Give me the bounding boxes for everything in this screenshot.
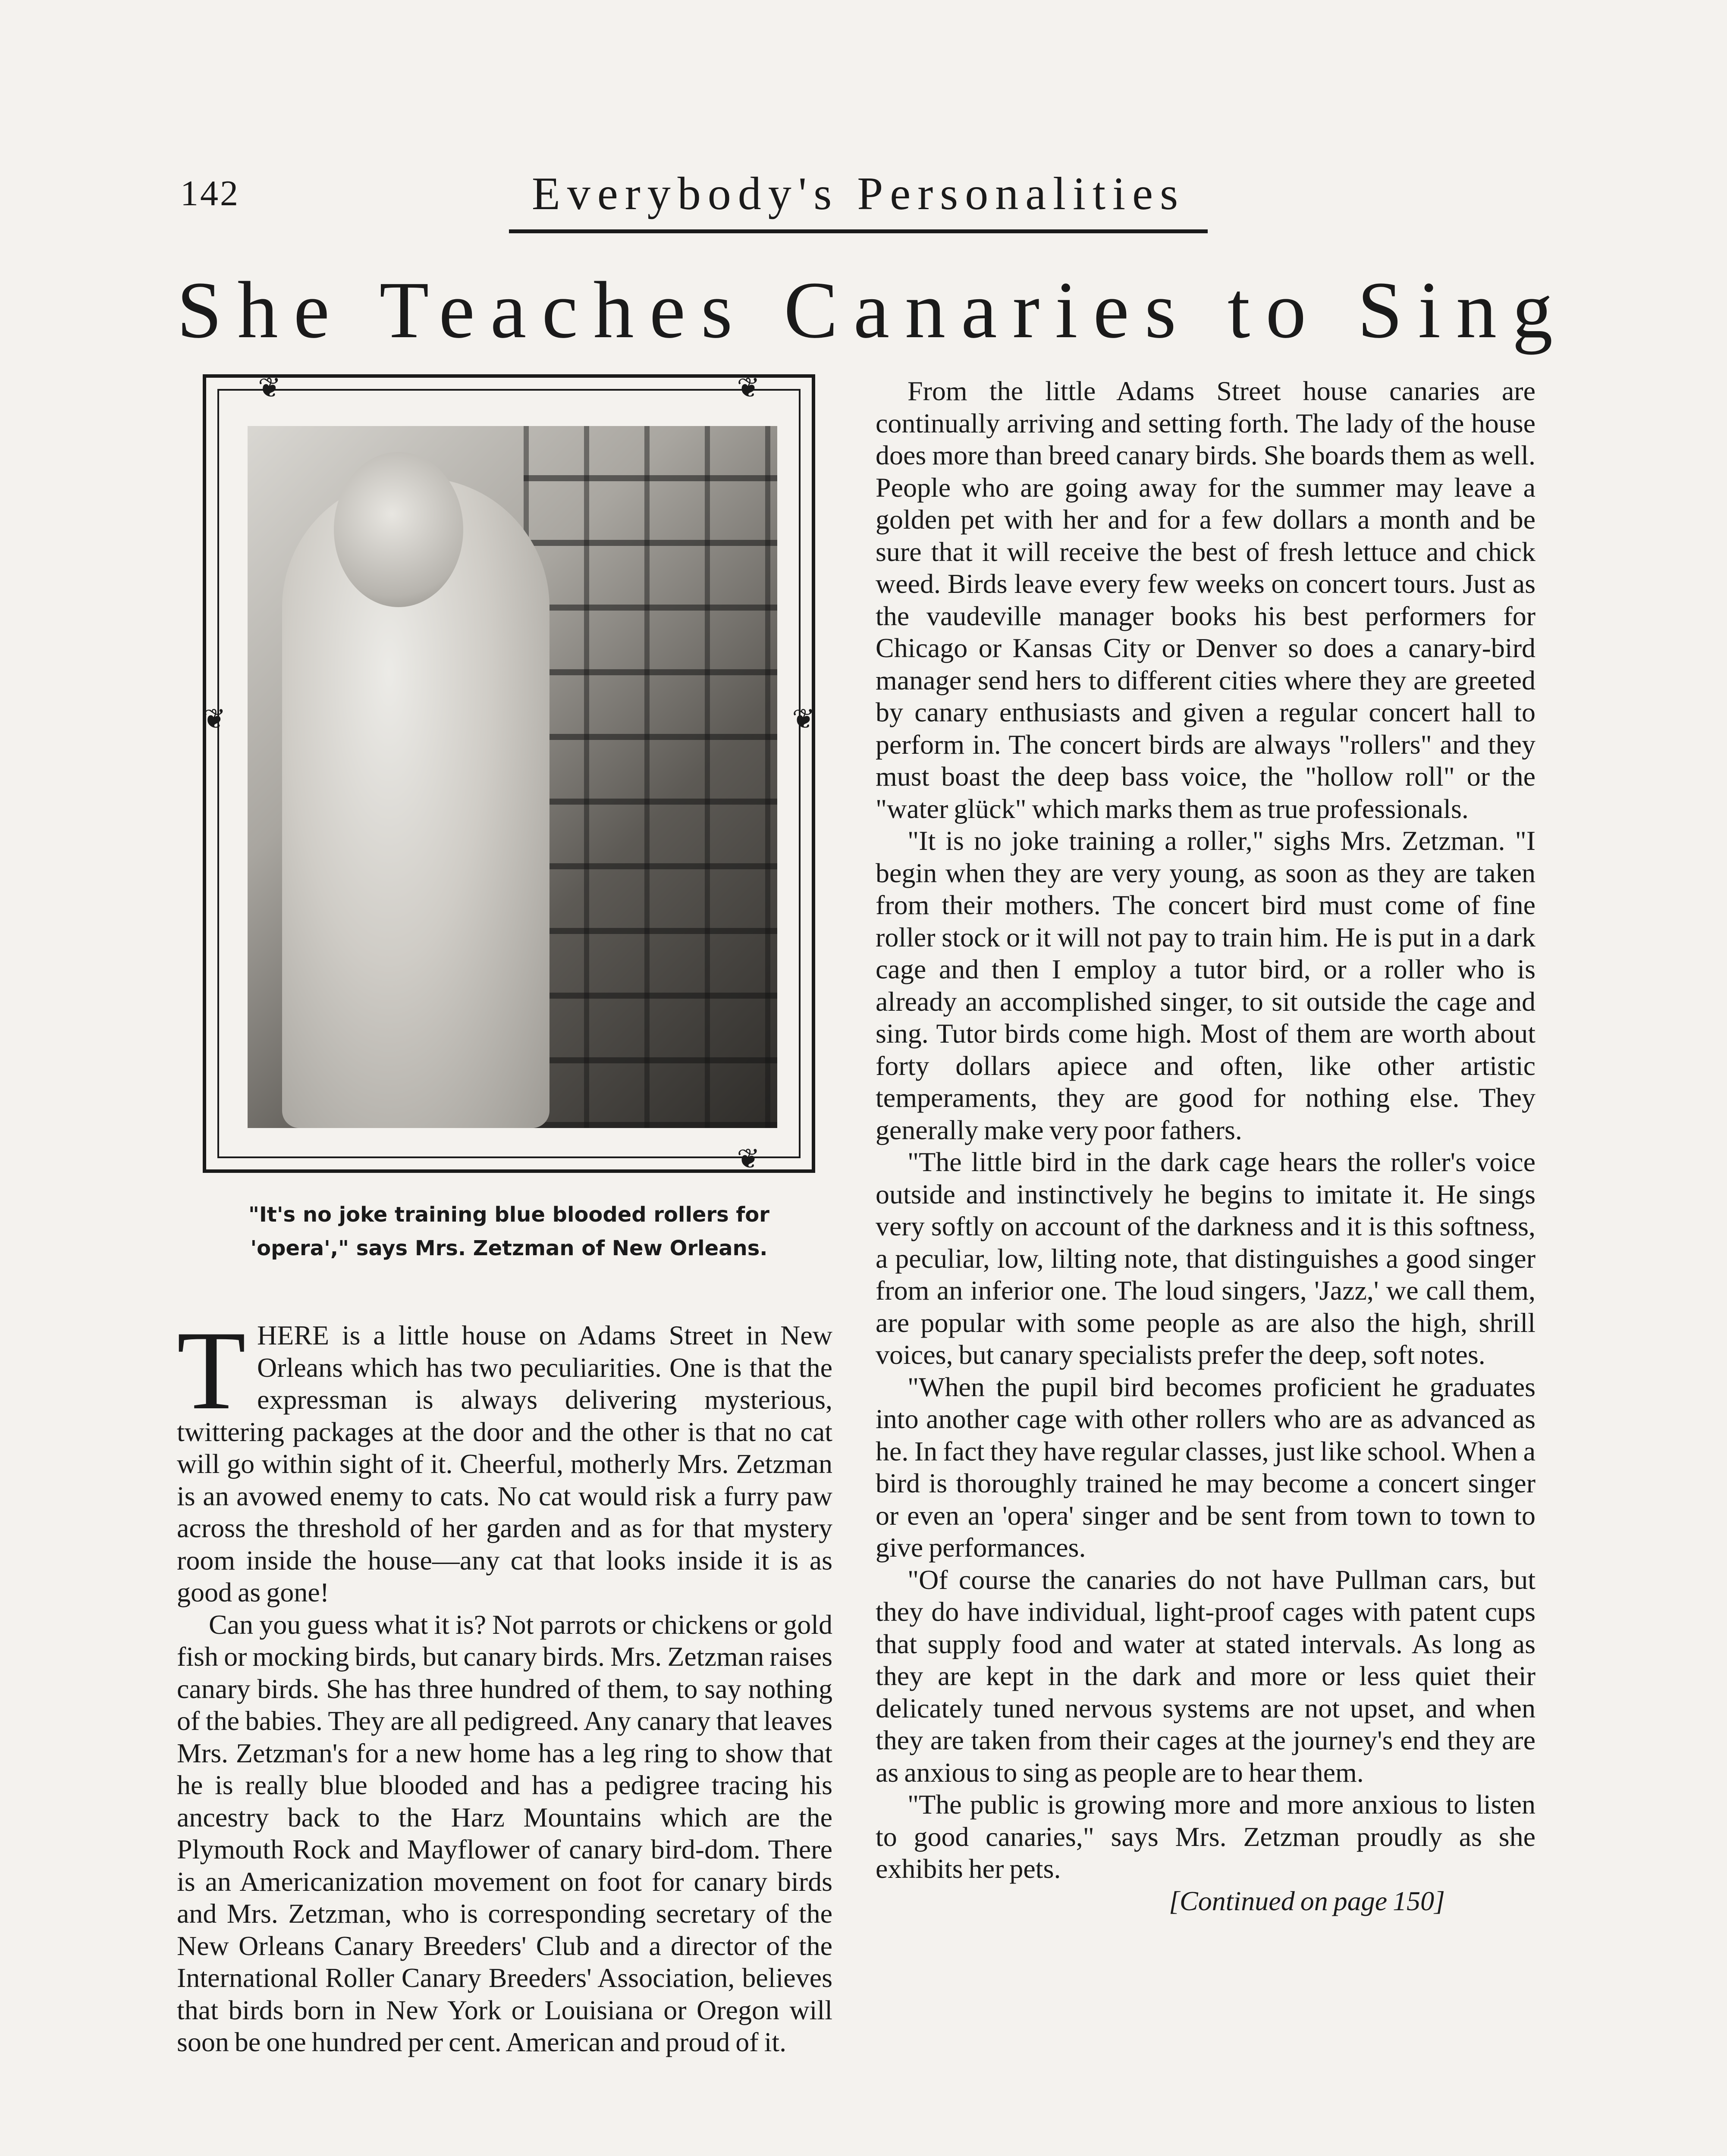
article-title: She Teaches Canaries to Sing — [177, 265, 1568, 355]
body-paragraph: From the little Adams Street house canaries are continually arriving and setting forth. The lady of the house does more than breed canary birds. She boards them as well. People who are going away for the summer may leave a golden pet with her and for a few dollars a month and be sure that it will receive the best of fresh lettuce and chick weed. Birds leave every few weeks on concert tours. Just as the vaudeville manager books his best performers for Chicago or Kansas City or Denver so does a canary-bird manager send hers to different cities where they are greeted by canary enthusiasts and given a regular concert hall to perform in. The concert birds are always "rollers" and they must boast the deep bass voice, the "hollow roll" or the "water glück" which marks them as true professionals. — [876, 376, 1535, 824]
caption-line: "It's no joke training blue blooded rollers for — [248, 1203, 769, 1227]
body-paragraph: "The little bird in the dark cage hears the roller's voice outside and instinctively he begins to imitate it. He sings very softly on account of the darkness and it is this softness, a peculiar, low, lilting note, that distinguishes a good singer from an inferior one. The loud singers, 'Jazz,' we call them, are popular with some people as are also the high, shrill voices, but canary specialists prefer the deep, soft notes. — [876, 1147, 1535, 1370]
frame-ornament-icon: ❦ — [792, 703, 815, 735]
photo-figure-head — [334, 452, 463, 607]
paragraph-text: HERE is a little house on Adams Street in New Orleans which has two peculiarities. One is that the expressman is always delivering mysterious, twittering packages at the door and the other is that no cat will go within sight of it. Cheerful, motherly Mrs. Zetzman is an avowed enemy to cats. No cat would risk a furry paw across the threshold of her garden and as for that mystery room inside the house—any cat that looks inside it is as good as gone! — [177, 1320, 832, 1608]
right-column — [876, 375, 1535, 1917]
body-paragraph: Can you guess what it is? Not parrots or chickens or gold fish or mocking birds, but canary birds. Mrs. Zetzman raises canary birds. She has three hundred of them, to say nothing of the babies. They are all pedigreed. Any canary that leaves Mrs. Zetzman's for a new home has a leg ring to show that he is really blue blooded and has a pedigree tracing his ancestry back to the Harz Mountains which are the Plymouth Rock and Mayflower of canary bird-dom. There is an Americanization movement on foot for canary birds and Mrs. Zetzman, who is corresponding secretary of the New Orleans Canary Breeders' Club and a director of the International Roller Canary Breeders' Association, believes that birds born in New York or Louisiana or Oregon will soon be one hundred per cent. American and proud of it. — [177, 1609, 832, 2057]
article-photo — [248, 426, 777, 1128]
photo-caption — [203, 1198, 815, 1265]
body-paragraph: "It is no joke training a roller," sighs Mrs. Zetzman. "I begin when they are very young, as soon as they are taken from their mothers. The concert bird must come of fine roller stock or it will not pay to train him. He is put in a dark cage and then I employ a tutor bird, or a roller who is already an accomplished singer, to sit outside the cage and sing. Tutor birds come high. Most of them are worth about forty dollars apiece and often, like other artistic temperaments, they are good for nothing else. They generally make very poor fathers. — [876, 825, 1535, 1145]
drop-cap: T — [177, 1308, 246, 1433]
body-paragraph: "Of course the canaries do not have Pullman cars, but they do have individual, light-proof cages with patent cups that supply food and water at stated intervals. As long as they are kept in the dark and more or less quiet their delicately tuned nervous systems are not upset, and when they are taken from their cages at the journey's end they are as anxious to sing as people are to hear them. — [876, 1564, 1535, 1788]
running-head-rule — [509, 229, 1208, 233]
body-paragraph: "The public is growing more and more anxious to listen to good canaries," says Mrs. Zetzman proudly as she exhibits her pets. — [876, 1789, 1535, 1884]
running-head: Everybody's Personalities — [531, 168, 1185, 219]
frame-ornament-icon: ❦ — [737, 1143, 760, 1175]
caption-line: 'opera'," says Mrs. Zetzman of New Orleans. — [250, 1236, 768, 1260]
frame-ornament-icon: ❦ — [258, 372, 281, 404]
continued-note: [Continued on page 150] — [1169, 1885, 1445, 1916]
frame-ornament-icon: ❦ — [203, 703, 226, 735]
body-paragraph: "When the pupil bird becomes proficient he graduates into another cage with other rollers who are as advanced as he. In fact they have regular classes, just like school. When a bird is thoroughly trained he may become a concert singer or even an 'opera' singer and be sent from town to town to give performances. — [876, 1371, 1535, 1563]
page-number: 142 — [180, 173, 240, 213]
photo-cage-shelves — [524, 426, 777, 1128]
frame-ornament-icon: ❦ — [737, 372, 760, 404]
left-column — [177, 1308, 832, 2059]
photo-frame — [203, 374, 815, 1173]
body-paragraph — [177, 1308, 832, 1609]
